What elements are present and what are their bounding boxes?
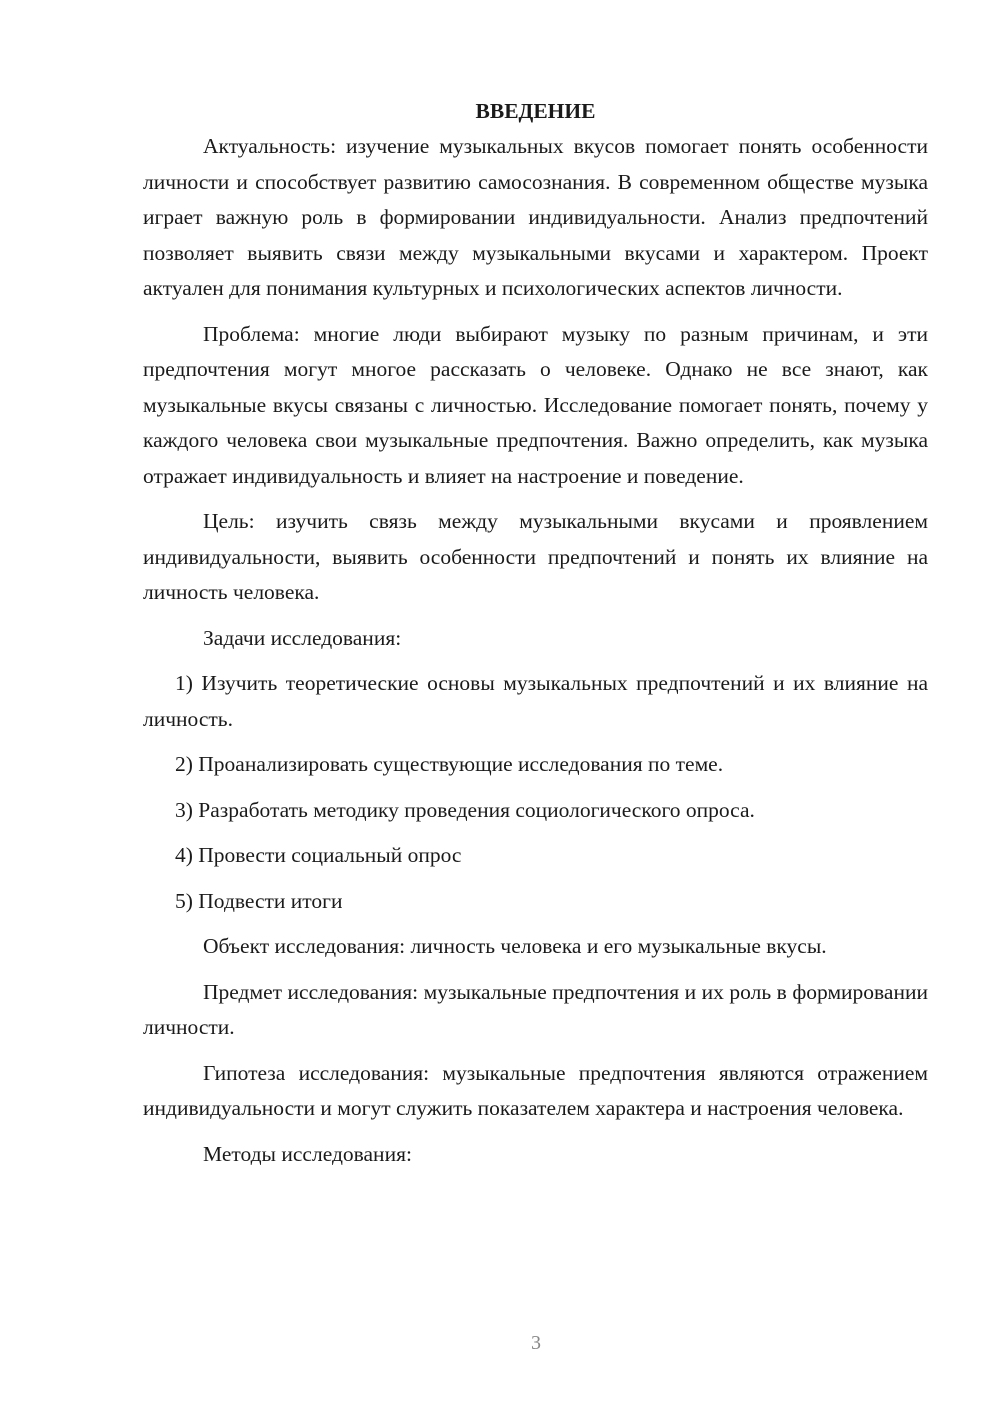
task-item-2: 2) Проанализировать существующие исследования по теме.	[175, 752, 724, 776]
paragraph-subject: Предмет исследования: музыкальные предпочтения и их роль в формировании личности.	[143, 979, 928, 1039]
paragraph-problem: Проблема: многие люди выбирают музыку по разным причинам, и эти предпочтения могут многое рассказать о человеке. Однако не все знают, как музыкальные вкусы связаны с личностью. Исследование помогает понять, почему у каждого человека свои музыкальные предпочтения. Важно определить, как музыка отражает индивидуальность и влияет на настроение и поведение.	[143, 321, 928, 488]
paragraph-tasks-heading: Задачи исследования:	[203, 625, 402, 650]
paragraph-methods: Методы исследования:	[203, 1141, 412, 1166]
task-item-5: 5) Подвести итоги	[175, 888, 343, 913]
paragraph-object: Объект исследования: личность человека и его музыкальные вкусы.	[203, 934, 827, 958]
document-page	[143, 93, 928, 1182]
paragraph-relevance: Актуальность: изучение музыкальных вкусов помогает понять особенности личности и способствует развитию самосознания. В современном обществе музыка играет важную роль в формировании индивидуальности. Анализ предпочтений позволяет выявить связи между музыкальными вкусами и характером. Проект актуален для понимания культурных и психологических аспектов личности.	[143, 134, 928, 300]
task-item-4: 4) Провести социальный опрос	[175, 843, 462, 867]
paragraph-hypothesis: Гипотеза исследования: музыкальные предпочтения являются отражением индивидуальности и могут служить показателем характера и настроения человека.	[143, 1060, 928, 1120]
page-title: ВВЕДЕНИЕ	[475, 99, 596, 123]
page-number: 3	[531, 1332, 541, 1354]
paragraph-goal: Цель: изучить связь между музыкальными вкусами и проявлением индивидуальности, выявить особенности предпочтений и понять их влияние на личность человека.	[143, 509, 928, 604]
task-item-3: 3) Разработать методику проведения социологического опроса.	[175, 797, 755, 822]
task-item-1: 1) Изучить теоретические основы музыкальных предпочтений и их влияние на личность.	[143, 671, 928, 731]
